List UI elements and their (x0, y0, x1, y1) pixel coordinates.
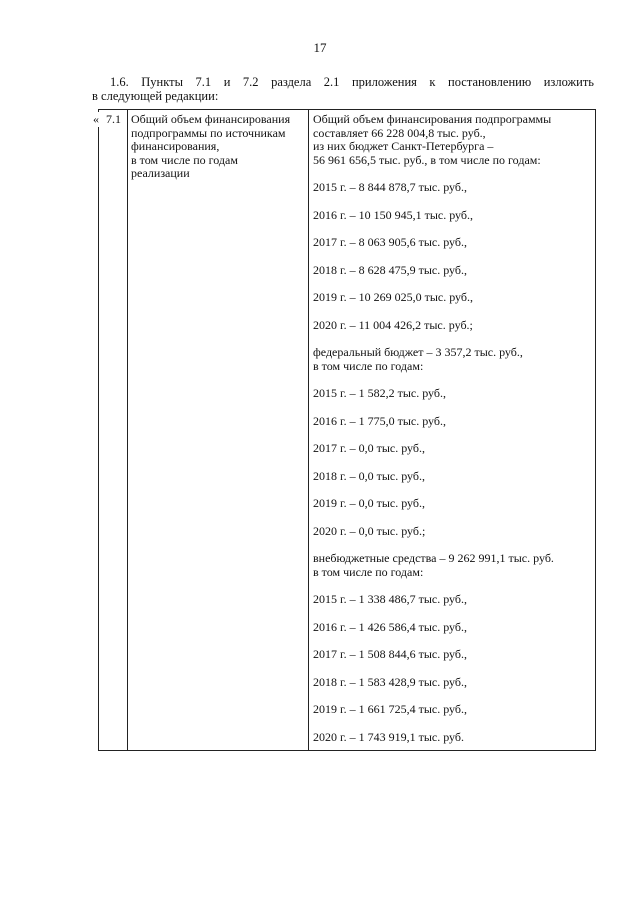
spb-year-line: 2017 г. – 8 063 905,6 тыс. руб., (313, 235, 467, 249)
spb-year-line: 2020 г. – 11 004 426,2 тыс. руб.; (313, 317, 473, 332)
federal-year-line: 2016 г. – 1 775,0 тыс. руб., (313, 413, 446, 428)
intro-line-1: 1.6. Пункты 7.1 и 7.2 раздела 2.1 приложения к постановлению изложить (110, 75, 594, 89)
open-quote: « (93, 112, 99, 126)
label-cell (131, 113, 309, 181)
intro-line-2: в следующей редакции: (92, 89, 219, 103)
spb-year-line: 2016 г. – 10 150 945,1 тыс. руб., (313, 207, 473, 222)
federal-year-line: 2015 г. – 1 582,2 тыс. руб., (313, 386, 446, 400)
column-divider (127, 109, 128, 751)
federal-line: федеральный бюджет – 3 357,2 тыс. руб., (313, 345, 523, 359)
federal-year-line: 2019 г. – 0,0 тыс. руб., (313, 496, 425, 510)
total-line: Общий объем финансирования подпрограммы (313, 112, 552, 126)
label-line: Общий объем финансирования (131, 112, 291, 126)
federal-year-line: 2020 г. – 0,0 тыс. руб.; (313, 523, 426, 538)
spb-year-line: 2018 г. – 8 628 475,9 тыс. руб., (313, 262, 467, 277)
label-line: в том числе по годам (131, 152, 238, 167)
extra-year-line: 2017 г. – 1 508 844,6 тыс. руб., (313, 647, 467, 661)
label-line: подпрограммы по источникам (131, 125, 286, 140)
values-cell (313, 113, 593, 744)
extra-year-line: 2015 г. – 1 338 486,7 тыс. руб., (313, 592, 467, 606)
page-number: 17 (313, 40, 327, 55)
total-line: из них бюджет Санкт-Петербурга – (313, 139, 494, 153)
extra-year-line: 2019 г. – 1 661 725,4 тыс. руб., (313, 702, 467, 716)
row-number: 7.1 (106, 112, 121, 126)
column-divider (308, 109, 309, 751)
spb-year-line: 2019 г. – 10 269 025,0 тыс. руб., (313, 290, 473, 304)
total-line: 56 961 656,5 тыс. руб., в том числе по годам: (313, 152, 541, 167)
federal-line: в том числе по годам: (313, 358, 424, 373)
financing-table (93, 109, 596, 751)
intro-paragraph (92, 75, 594, 103)
extra-year-line: 2020 г. – 1 743 919,1 тыс. руб. (313, 729, 464, 744)
extra-budget-line: внебюджетные средства – 9 262 991,1 тыс. руб. (313, 551, 554, 565)
label-line: реализации (131, 166, 190, 180)
federal-year-line: 2017 г. – 0,0 тыс. руб., (313, 441, 425, 455)
label-line: финансирования, (131, 139, 220, 153)
federal-year-line: 2018 г. – 0,0 тыс. руб., (313, 468, 425, 483)
extra-year-line: 2016 г. – 1 426 586,4 тыс. руб., (313, 619, 467, 634)
total-line: составляет 66 228 004,8 тыс. руб., (313, 125, 486, 140)
extra-year-line: 2018 г. – 1 583 428,9 тыс. руб., (313, 674, 467, 689)
spb-year-line: 2015 г. – 8 844 878,7 тыс. руб., (313, 180, 467, 194)
extra-budget-line: в том числе по годам: (313, 564, 424, 579)
